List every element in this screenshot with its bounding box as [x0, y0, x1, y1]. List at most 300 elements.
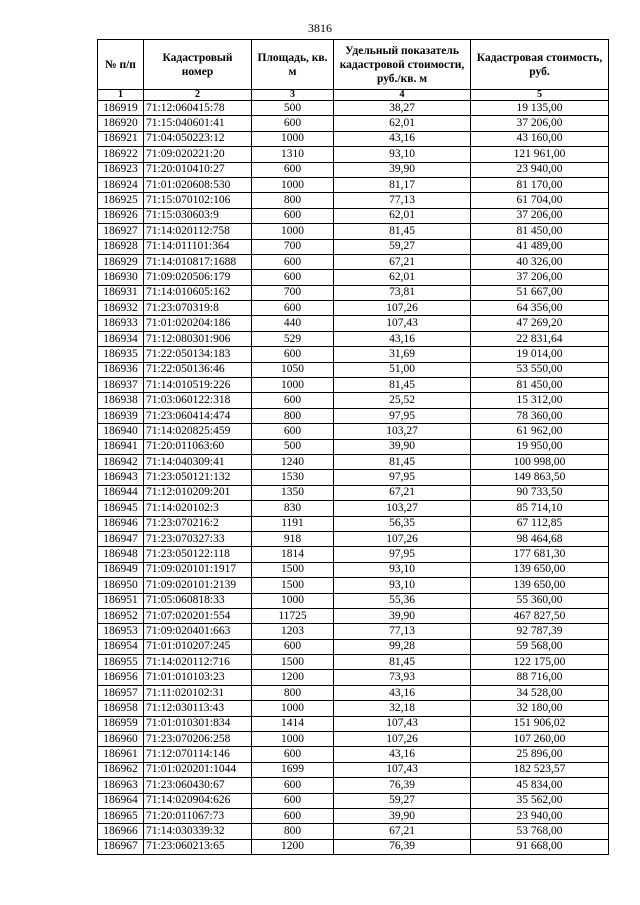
cadastral-number-cell: 71:09:020401:663 — [144, 624, 252, 639]
area-cell: 440 — [252, 316, 334, 331]
cadastral-number-cell: 71:09:020506:179 — [144, 270, 252, 285]
area-cell: 600 — [252, 808, 334, 823]
cadastral-number-cell: 71:20:011063:60 — [144, 439, 252, 454]
cadastral-value-cell: 40 326,00 — [471, 254, 609, 269]
cadastral-number-cell: 71:01:010103:23 — [144, 670, 252, 685]
table-body — [98, 101, 609, 855]
table-row — [98, 578, 609, 593]
table-row — [98, 116, 609, 131]
cadastral-value-cell: 61 962,00 — [471, 424, 609, 439]
cadastral-number-cell: 71:01:010207:245 — [144, 639, 252, 654]
table-row — [98, 470, 609, 485]
cadastral-value-cell: 78 360,00 — [471, 408, 609, 423]
header-row-number: № п/п — [98, 40, 144, 90]
area-cell: 600 — [252, 208, 334, 223]
specific-value-cell: 93,10 — [334, 562, 471, 577]
area-cell: 1500 — [252, 578, 334, 593]
cadastral-number-cell: 71:23:060213:65 — [144, 839, 252, 854]
area-cell: 600 — [252, 254, 334, 269]
table-row — [98, 454, 609, 469]
row-number-cell: 186967 — [98, 839, 144, 854]
area-cell: 1530 — [252, 470, 334, 485]
cadastral-value-cell: 122 175,00 — [471, 655, 609, 670]
table-row — [98, 793, 609, 808]
area-cell: 1310 — [252, 147, 334, 162]
area-cell: 600 — [252, 793, 334, 808]
row-number-cell: 186944 — [98, 485, 144, 500]
page-number: 3816 — [308, 21, 332, 35]
area-cell: 1500 — [252, 655, 334, 670]
cadastral-number-cell: 71:15:040601:41 — [144, 116, 252, 131]
specific-value-cell: 76,39 — [334, 778, 471, 793]
cadastral-value-cell: 41 489,00 — [471, 239, 609, 254]
cadastral-value-cell: 182 523,57 — [471, 762, 609, 777]
area-cell: 1203 — [252, 624, 334, 639]
area-cell: 700 — [252, 285, 334, 300]
cadastral-number-cell: 71:20:010410:27 — [144, 162, 252, 177]
cadastral-number-cell: 71:04:050223:12 — [144, 131, 252, 146]
area-cell: 600 — [252, 347, 334, 362]
row-number-cell: 186959 — [98, 716, 144, 731]
area-cell: 800 — [252, 408, 334, 423]
cadastral-value-cell: 98 464,68 — [471, 531, 609, 546]
cadastral-value-cell: 45 834,00 — [471, 778, 609, 793]
table-row — [98, 147, 609, 162]
cadastral-value-cell: 53 550,00 — [471, 362, 609, 377]
cadastral-number-cell: 71:23:050122:118 — [144, 547, 252, 562]
table-row — [98, 162, 609, 177]
area-cell: 800 — [252, 193, 334, 208]
area-cell: 1200 — [252, 670, 334, 685]
table-header-row — [98, 40, 609, 90]
table-row — [98, 439, 609, 454]
row-number-cell: 186965 — [98, 808, 144, 823]
cadastral-number-cell: 71:23:060430:67 — [144, 778, 252, 793]
table-row — [98, 531, 609, 546]
table-row — [98, 501, 609, 516]
table-row — [98, 254, 609, 269]
specific-value-cell: 39,90 — [334, 439, 471, 454]
row-number-cell: 186964 — [98, 793, 144, 808]
cadastral-value-cell: 19 014,00 — [471, 347, 609, 362]
cadastral-number-cell: 71:12:070114:146 — [144, 747, 252, 762]
specific-value-cell: 67,21 — [334, 485, 471, 500]
table-row — [98, 839, 609, 854]
row-number-cell: 186951 — [98, 593, 144, 608]
specific-value-cell: 97,95 — [334, 547, 471, 562]
row-number-cell: 186956 — [98, 670, 144, 685]
row-number-cell: 186930 — [98, 270, 144, 285]
cadastral-number-cell: 71:14:011101:364 — [144, 239, 252, 254]
cadastral-value-table — [97, 39, 609, 855]
cadastral-value-cell: 107 260,00 — [471, 732, 609, 747]
row-number-cell: 186922 — [98, 147, 144, 162]
table-row — [98, 193, 609, 208]
area-cell: 11725 — [252, 608, 334, 623]
table-row — [98, 608, 609, 623]
specific-value-cell: 81,45 — [334, 378, 471, 393]
row-number-cell: 186940 — [98, 424, 144, 439]
cadastral-number-cell: 71:01:020201:1044 — [144, 762, 252, 777]
table-row — [98, 239, 609, 254]
specific-value-cell: 39,90 — [334, 162, 471, 177]
cadastral-value-cell: 53 768,00 — [471, 824, 609, 839]
area-cell: 600 — [252, 393, 334, 408]
table-row — [98, 331, 609, 346]
column-number: 3 — [252, 90, 334, 101]
cadastral-number-cell: 71:23:050121:132 — [144, 470, 252, 485]
column-number: 5 — [471, 90, 609, 101]
table-row — [98, 316, 609, 331]
table-row — [98, 224, 609, 239]
specific-value-cell: 38,27 — [334, 101, 471, 116]
specific-value-cell: 62,01 — [334, 116, 471, 131]
specific-value-cell: 25,52 — [334, 393, 471, 408]
specific-value-cell: 67,21 — [334, 254, 471, 269]
header-area: Площадь, кв. м — [252, 40, 334, 90]
table-row — [98, 593, 609, 608]
table-row — [98, 824, 609, 839]
area-cell: 1350 — [252, 485, 334, 500]
table-row — [98, 670, 609, 685]
cadastral-number-cell: 71:14:010519:226 — [144, 378, 252, 393]
cadastral-number-cell: 71:07:020201:554 — [144, 608, 252, 623]
cadastral-number-cell: 71:23:070206:258 — [144, 732, 252, 747]
specific-value-cell: 62,01 — [334, 270, 471, 285]
area-cell: 500 — [252, 101, 334, 116]
cadastral-value-cell: 64 356,00 — [471, 301, 609, 316]
specific-value-cell: 43,16 — [334, 747, 471, 762]
specific-value-cell: 81,17 — [334, 177, 471, 192]
cadastral-value-cell: 55 360,00 — [471, 593, 609, 608]
specific-value-cell: 67,21 — [334, 824, 471, 839]
cadastral-number-cell: 71:14:010605:162 — [144, 285, 252, 300]
cadastral-number-cell: 71:14:020825:459 — [144, 424, 252, 439]
specific-value-cell: 43,16 — [334, 685, 471, 700]
table-row — [98, 547, 609, 562]
specific-value-cell: 107,26 — [334, 531, 471, 546]
area-cell: 700 — [252, 239, 334, 254]
cadastral-value-cell: 51 667,00 — [471, 285, 609, 300]
specific-value-cell: 39,90 — [334, 808, 471, 823]
specific-value-cell: 107,26 — [334, 732, 471, 747]
cadastral-value-cell: 85 714,10 — [471, 501, 609, 516]
table-row — [98, 778, 609, 793]
table-row — [98, 347, 609, 362]
area-cell: 1414 — [252, 716, 334, 731]
cadastral-value-cell: 90 733,50 — [471, 485, 609, 500]
column-number-row — [98, 90, 609, 101]
cadastral-value-cell: 22 831,64 — [471, 331, 609, 346]
table-row — [98, 624, 609, 639]
area-cell: 600 — [252, 162, 334, 177]
row-number-cell: 186960 — [98, 732, 144, 747]
area-cell: 1240 — [252, 454, 334, 469]
cadastral-number-cell: 71:12:030113:43 — [144, 701, 252, 716]
column-number: 1 — [98, 90, 144, 101]
row-number-cell: 186942 — [98, 454, 144, 469]
row-number-cell: 186933 — [98, 316, 144, 331]
area-cell: 1050 — [252, 362, 334, 377]
cadastral-number-cell: 71:01:020608:530 — [144, 177, 252, 192]
cadastral-value-cell: 149 863,50 — [471, 470, 609, 485]
specific-value-cell: 73,81 — [334, 285, 471, 300]
row-number-cell: 186939 — [98, 408, 144, 423]
cadastral-value-cell: 151 906,02 — [471, 716, 609, 731]
cadastral-number-cell: 71:14:030339:32 — [144, 824, 252, 839]
cadastral-number-cell: 71:14:040309:41 — [144, 454, 252, 469]
cadastral-value-cell: 32 180,00 — [471, 701, 609, 716]
cadastral-value-cell: 91 668,00 — [471, 839, 609, 854]
cadastral-value-cell: 23 940,00 — [471, 162, 609, 177]
table-row — [98, 301, 609, 316]
area-cell: 1699 — [252, 762, 334, 777]
cadastral-number-cell: 71:14:020112:758 — [144, 224, 252, 239]
column-number: 4 — [334, 90, 471, 101]
row-number-cell: 186935 — [98, 347, 144, 362]
specific-value-cell: 107,43 — [334, 762, 471, 777]
cadastral-value-cell: 37 206,00 — [471, 208, 609, 223]
row-number-cell: 186952 — [98, 608, 144, 623]
cadastral-number-cell: 71:23:070319:8 — [144, 301, 252, 316]
row-number-cell: 186962 — [98, 762, 144, 777]
cadastral-value-cell: 23 940,00 — [471, 808, 609, 823]
specific-value-cell: 59,27 — [334, 239, 471, 254]
cadastral-value-cell: 467 827,50 — [471, 608, 609, 623]
table-row — [98, 270, 609, 285]
cadastral-number-cell: 71:11:020102:31 — [144, 685, 252, 700]
area-cell: 1191 — [252, 516, 334, 531]
header-cadastral-value: Кадастровая стоимость, руб. — [471, 40, 609, 90]
specific-value-cell: 103,27 — [334, 424, 471, 439]
specific-value-cell: 73,93 — [334, 670, 471, 685]
specific-value-cell: 62,01 — [334, 208, 471, 223]
area-cell: 600 — [252, 639, 334, 654]
row-number-cell: 186920 — [98, 116, 144, 131]
area-cell: 600 — [252, 270, 334, 285]
row-number-cell: 186954 — [98, 639, 144, 654]
cadastral-value-cell: 34 528,00 — [471, 685, 609, 700]
table-row — [98, 208, 609, 223]
row-number-cell: 186945 — [98, 501, 144, 516]
cadastral-number-cell: 71:14:020112:716 — [144, 655, 252, 670]
area-cell: 918 — [252, 531, 334, 546]
cadastral-value-cell: 15 312,00 — [471, 393, 609, 408]
specific-value-cell: 77,13 — [334, 193, 471, 208]
specific-value-cell: 107,26 — [334, 301, 471, 316]
table-row — [98, 177, 609, 192]
table-row — [98, 101, 609, 116]
cadastral-number-cell: 71:14:020102:3 — [144, 501, 252, 516]
cadastral-number-cell: 71:09:020221:20 — [144, 147, 252, 162]
cadastral-number-cell: 71:23:070327:33 — [144, 531, 252, 546]
specific-value-cell: 39,90 — [334, 608, 471, 623]
cadastral-value-cell: 19 950,00 — [471, 439, 609, 454]
cadastral-value-cell: 121 961,00 — [471, 147, 609, 162]
row-number-cell: 186950 — [98, 578, 144, 593]
table-row — [98, 424, 609, 439]
table-row — [98, 685, 609, 700]
area-cell: 1000 — [252, 732, 334, 747]
row-number-cell: 186946 — [98, 516, 144, 531]
table-row — [98, 639, 609, 654]
cadastral-value-cell: 67 112,85 — [471, 516, 609, 531]
specific-value-cell: 107,43 — [334, 316, 471, 331]
area-cell: 600 — [252, 778, 334, 793]
table-row — [98, 732, 609, 747]
area-cell: 1000 — [252, 593, 334, 608]
cadastral-value-cell: 88 716,00 — [471, 670, 609, 685]
table-row — [98, 516, 609, 531]
specific-value-cell: 76,39 — [334, 839, 471, 854]
cadastral-value-cell: 100 998,00 — [471, 454, 609, 469]
specific-value-cell: 31,69 — [334, 347, 471, 362]
table-row — [98, 393, 609, 408]
area-cell: 1200 — [252, 839, 334, 854]
area-cell: 830 — [252, 501, 334, 516]
cadastral-number-cell: 71:22:050134:183 — [144, 347, 252, 362]
row-number-cell: 186932 — [98, 301, 144, 316]
specific-value-cell: 81,45 — [334, 454, 471, 469]
cadastral-value-cell: 19 135,00 — [471, 101, 609, 116]
specific-value-cell: 59,27 — [334, 793, 471, 808]
cadastral-number-cell: 71:12:010209:201 — [144, 485, 252, 500]
cadastral-number-cell: 71:14:010817:1688 — [144, 254, 252, 269]
cadastral-number-cell: 71:23:070216:2 — [144, 516, 252, 531]
cadastral-number-cell: 71:22:050136:46 — [144, 362, 252, 377]
table-row — [98, 408, 609, 423]
table-row — [98, 362, 609, 377]
table-row — [98, 285, 609, 300]
specific-value-cell: 81,45 — [334, 655, 471, 670]
cadastral-number-cell: 71:15:070102:106 — [144, 193, 252, 208]
table-row — [98, 485, 609, 500]
cadastral-value-cell: 81 450,00 — [471, 224, 609, 239]
area-cell: 800 — [252, 824, 334, 839]
row-number-cell: 186963 — [98, 778, 144, 793]
cadastral-number-cell: 71:12:060415:78 — [144, 101, 252, 116]
area-cell: 1500 — [252, 562, 334, 577]
row-number-cell: 186938 — [98, 393, 144, 408]
cadastral-value-cell: 43 160,00 — [471, 131, 609, 146]
row-number-cell: 186919 — [98, 101, 144, 116]
cadastral-value-cell: 177 681,30 — [471, 547, 609, 562]
table-row — [98, 747, 609, 762]
row-number-cell: 186925 — [98, 193, 144, 208]
cadastral-number-cell: 71:14:020904:626 — [144, 793, 252, 808]
row-number-cell: 186934 — [98, 331, 144, 346]
cadastral-value-cell: 37 206,00 — [471, 116, 609, 131]
specific-value-cell: 43,16 — [334, 331, 471, 346]
cadastral-value-cell: 139 650,00 — [471, 578, 609, 593]
row-number-cell: 186943 — [98, 470, 144, 485]
area-cell: 600 — [252, 116, 334, 131]
area-cell: 529 — [252, 331, 334, 346]
table-row — [98, 808, 609, 823]
row-number-cell: 186958 — [98, 701, 144, 716]
row-number-cell: 186949 — [98, 562, 144, 577]
header-specific-value: Удельный показатель кадастровой стоимости, руб./кв. м — [334, 40, 471, 90]
cadastral-number-cell: 71:01:020204:186 — [144, 316, 252, 331]
cadastral-value-cell: 35 562,00 — [471, 793, 609, 808]
cadastral-value-cell: 139 650,00 — [471, 562, 609, 577]
row-number-cell: 186937 — [98, 378, 144, 393]
area-cell: 600 — [252, 747, 334, 762]
cadastral-number-cell: 71:03:060122:318 — [144, 393, 252, 408]
area-cell: 1000 — [252, 701, 334, 716]
cadastral-number-cell: 71:05:060818:33 — [144, 593, 252, 608]
area-cell: 800 — [252, 685, 334, 700]
specific-value-cell: 51,00 — [334, 362, 471, 377]
row-number-cell: 186947 — [98, 531, 144, 546]
row-number-cell: 186941 — [98, 439, 144, 454]
row-number-cell: 186961 — [98, 747, 144, 762]
row-number-cell: 186927 — [98, 224, 144, 239]
table-row — [98, 716, 609, 731]
column-number: 2 — [144, 90, 252, 101]
row-number-cell: 186923 — [98, 162, 144, 177]
table-row — [98, 762, 609, 777]
specific-value-cell: 97,95 — [334, 408, 471, 423]
header-cadastral-number: Кадастровый номер — [144, 40, 252, 90]
cadastral-value-cell: 59 568,00 — [471, 639, 609, 654]
specific-value-cell: 93,10 — [334, 147, 471, 162]
table-row — [98, 701, 609, 716]
specific-value-cell: 81,45 — [334, 224, 471, 239]
table-row — [98, 378, 609, 393]
cadastral-value-cell: 81 450,00 — [471, 378, 609, 393]
row-number-cell: 186957 — [98, 685, 144, 700]
row-number-cell: 186948 — [98, 547, 144, 562]
specific-value-cell: 56,35 — [334, 516, 471, 531]
row-number-cell: 186926 — [98, 208, 144, 223]
cadastral-value-cell: 61 704,00 — [471, 193, 609, 208]
table-row — [98, 655, 609, 670]
cadastral-value-cell: 37 206,00 — [471, 270, 609, 285]
cadastral-number-cell: 71:01:010301:834 — [144, 716, 252, 731]
specific-value-cell: 32,18 — [334, 701, 471, 716]
specific-value-cell: 77,13 — [334, 624, 471, 639]
area-cell: 1000 — [252, 177, 334, 192]
row-number-cell: 186936 — [98, 362, 144, 377]
cadastral-value-cell: 25 896,00 — [471, 747, 609, 762]
area-cell: 1000 — [252, 224, 334, 239]
specific-value-cell: 97,95 — [334, 470, 471, 485]
specific-value-cell: 55,36 — [334, 593, 471, 608]
row-number-cell: 186931 — [98, 285, 144, 300]
row-number-cell: 186928 — [98, 239, 144, 254]
specific-value-cell: 103,27 — [334, 501, 471, 516]
area-cell: 600 — [252, 424, 334, 439]
cadastral-number-cell: 71:09:020101:2139 — [144, 578, 252, 593]
area-cell: 1000 — [252, 378, 334, 393]
area-cell: 500 — [252, 439, 334, 454]
row-number-cell: 186921 — [98, 131, 144, 146]
cadastral-number-cell: 71:15:030603:9 — [144, 208, 252, 223]
table-row — [98, 131, 609, 146]
row-number-cell: 186929 — [98, 254, 144, 269]
cadastral-number-cell: 71:20:011067:73 — [144, 808, 252, 823]
table-row — [98, 562, 609, 577]
area-cell: 1000 — [252, 131, 334, 146]
cadastral-number-cell: 71:23:060414:474 — [144, 408, 252, 423]
cadastral-number-cell: 71:12:080301:906 — [144, 331, 252, 346]
cadastral-value-cell: 47 269,20 — [471, 316, 609, 331]
row-number-cell: 186924 — [98, 177, 144, 192]
area-cell: 1814 — [252, 547, 334, 562]
row-number-cell: 186953 — [98, 624, 144, 639]
cadastral-value-cell: 92 787,39 — [471, 624, 609, 639]
